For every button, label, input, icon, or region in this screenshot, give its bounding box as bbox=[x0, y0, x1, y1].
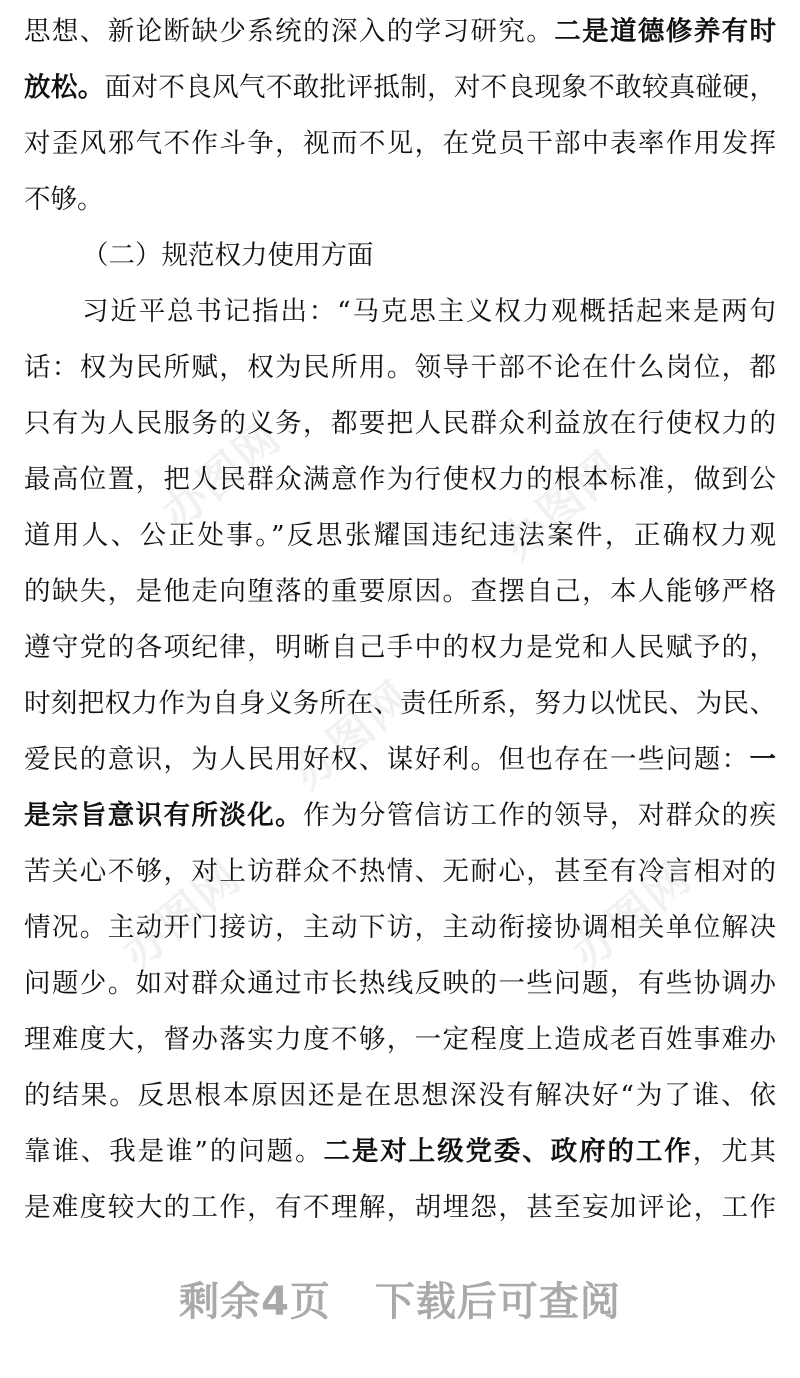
text-line: 对歪风邪气不作斗争，视而不见，在党员干部中表率作用发挥 bbox=[24, 128, 776, 159]
text-line: 是宗旨意识有所淡化。作为分管信访工作的领导，对群众的疾 bbox=[24, 800, 776, 831]
text-line: 问题少。如对群众通过市长热线反映的一些问题，有些协调办 bbox=[24, 968, 776, 999]
text-line: 只有为人民服务的义务，都要把人民群众利益放在行使权力的 bbox=[24, 408, 776, 439]
text-line: 理难度大，督办落实力度不够，一定程度上造成老百姓事难办 bbox=[24, 1024, 776, 1055]
bold-phrase: 一 bbox=[749, 744, 776, 775]
text-line: 情况。主动开门接访，主动下访，主动衔接协调相关单位解决 bbox=[24, 912, 776, 943]
text-line: 思想、新论断缺少系统的深入的学习研究。二是道德修养有时 bbox=[24, 16, 776, 47]
text-line: 习近平总书记指出：“马克思主义权力观概括起来是两句 bbox=[82, 296, 776, 327]
text-line: 爱民的意识，为人民用好权、谋好利。但也存在一些问题：一 bbox=[24, 744, 776, 775]
text-line: 放松。面对不良风气不敢批评抵制，对不良现象不敢较真碰硬， bbox=[24, 72, 776, 103]
watermark: 办图网 bbox=[152, 411, 292, 540]
download-to-view-text[interactable]: 下载后可查阅 bbox=[374, 1279, 621, 1325]
section-heading: （二）规范权力使用方面 bbox=[82, 240, 374, 271]
bold-phrase: 二是道德修养有时 bbox=[554, 16, 776, 47]
watermark: 办图网 bbox=[492, 441, 632, 570]
text-line: 的缺失，是他走向堕落的重要原因。查摆自己，本人能够严格 bbox=[24, 576, 776, 607]
text-line: 最高位置，把人民群众满意作为行使权力的根本标准，做到公 bbox=[24, 464, 776, 495]
text-line: 时刻把权力作为自身义务所在、责任所系，努力以忧民、为民、 bbox=[24, 688, 776, 719]
watermark: 办图网 bbox=[282, 671, 422, 800]
watermark: 办图网 bbox=[562, 851, 702, 980]
text-line: 是难度较大的工作，有不理解，胡埋怨，甚至妄加评论，工作 bbox=[24, 1192, 776, 1223]
text-line: 苦关心不够，对上访群众不热情、无耐心，甚至有冷言相对的 bbox=[24, 856, 776, 887]
download-prompt[interactable] bbox=[0, 1270, 800, 1327]
text-line: 道用人、公正处事。”反思张耀国违纪违法案件，正确权力观 bbox=[24, 520, 776, 551]
text-line: 不够。 bbox=[24, 184, 104, 215]
text-line: 遵守党的各项纪律，明晰自己手中的权力是党和人民赋予的， bbox=[24, 632, 776, 663]
text-line: 靠谁、我是谁”的问题。二是对上级党委、政府的工作，尤其 bbox=[24, 1136, 776, 1167]
watermark: 办图网 bbox=[112, 851, 252, 980]
bold-phrase: 是宗旨意识有所淡化。 bbox=[24, 800, 304, 831]
remaining-pages-text: 剩余4页 bbox=[179, 1279, 331, 1325]
text-line: 话：权为民所赋，权为民所用。领导干部不论在什么岗位，都 bbox=[24, 352, 776, 383]
text-line: 的结果。反思根本原因还是在思想深没有解决好“为了谁、依 bbox=[24, 1080, 776, 1111]
bold-phrase: 二是对上级党委、政府的工作 bbox=[323, 1136, 693, 1167]
bold-phrase: 放松。 bbox=[24, 72, 105, 103]
